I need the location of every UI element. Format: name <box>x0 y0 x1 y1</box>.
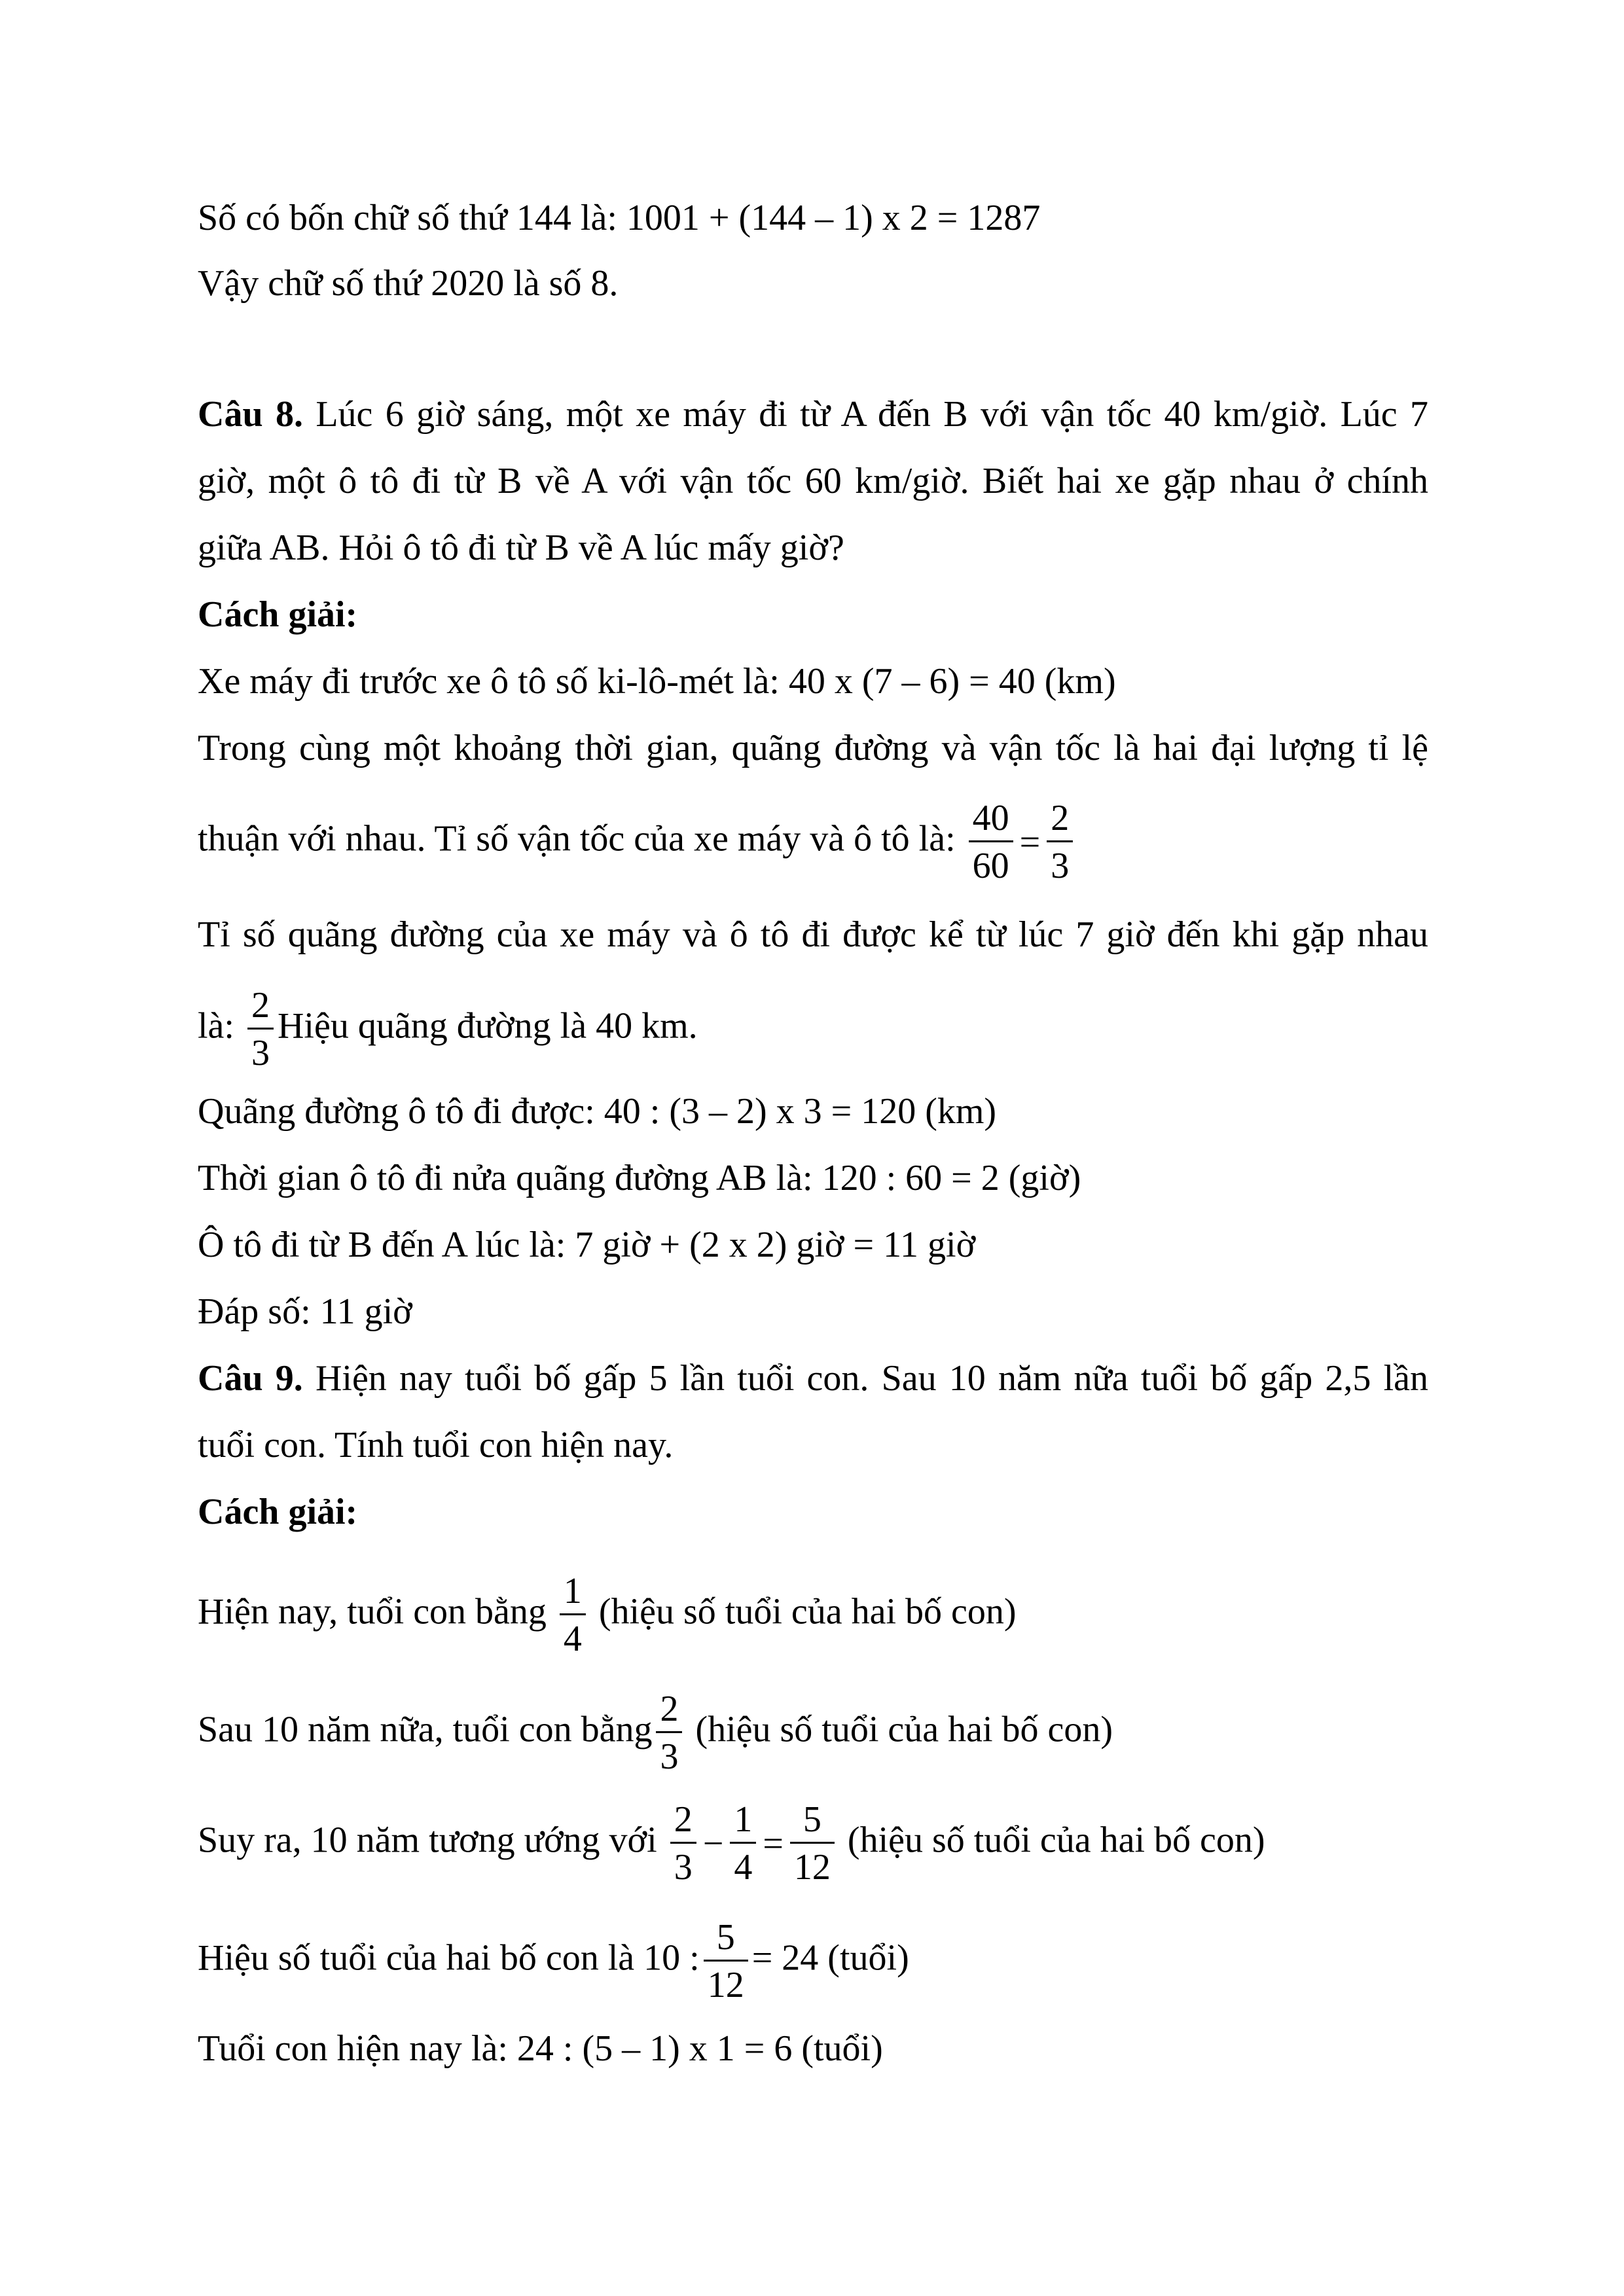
q9-step3-after: (hiệu số tuổi của hai bố con) <box>838 1820 1265 1861</box>
q8-question-text-1: Lúc 6 giờ sáng, một xe máy đi từ A đến B với vận tốc 40 km/giờ. Lúc 7 <box>302 394 1429 435</box>
fraction-denominator: 12 <box>707 1965 744 2005</box>
q7-solution-line-2: Vậy chữ số thứ 2020 là số 8. <box>198 263 619 304</box>
q9-step2-text: Sau 10 năm nữa, tuổi con bằng <box>198 1709 653 1750</box>
q8-solution-step-3 <box>198 800 1077 884</box>
q8-question-line-3: giữa AB. Hỏi ô tô đi từ B về A lúc mấy giờ? <box>198 528 844 568</box>
fraction-numerator: 40 <box>969 800 1013 842</box>
fraction-denominator: 4 <box>563 1619 582 1659</box>
q9-question-text-1: Hiện nay tuổi bố gấp 5 lần tuổi con. Sau 10 năm nữa tuổi bố gấp 2,5 lần <box>302 1358 1428 1399</box>
fraction-numerator: 1 <box>730 1801 756 1844</box>
q9-step1-text: Hiện nay, tuổi con bằng <box>198 1591 556 1632</box>
fraction-numerator: 5 <box>704 1919 748 1962</box>
q9-solution-heading: Cách giải: <box>198 1492 358 1532</box>
q8-step5-after: Hiệu quãng đường là 40 km. <box>277 1005 698 1047</box>
q9-solution-step-3 <box>198 1801 1265 1886</box>
q8-question-line-2: giờ, một ô tô đi từ B về A với vận tốc 60 km/giờ. Biết hai xe gặp nhau ở chính <box>198 461 1428 501</box>
fraction-denominator: 3 <box>660 1736 679 1777</box>
q9-question-line-1 <box>198 1357 1428 1400</box>
q8-solution-step-4: Tỉ số quãng đường của xe máy và ô tô đi được kể từ lúc 7 giờ đến khi gặp nhau <box>198 914 1428 955</box>
fraction-numerator: 2 <box>247 987 274 1030</box>
fraction-2-3 <box>247 987 274 1071</box>
q8-answer: Đáp số: 11 giờ <box>198 1291 412 1332</box>
fraction-denominator: 3 <box>251 1033 270 1073</box>
q8-solution-step-8: Ô tô đi từ B đến A lúc là: 7 giờ + (2 x 2) giờ = 11 giờ <box>198 1225 976 1265</box>
q8-solution-heading: Cách giải: <box>198 594 358 635</box>
q8-label: Câu 8. <box>198 394 303 435</box>
fraction-denominator: 3 <box>1051 846 1070 886</box>
q8-solution-step-2: Trong cùng một khoảng thời gian, quãng đường và vận tốc là hai đại lượng tỉ lệ <box>198 728 1428 768</box>
q9-step4-text: Hiệu số tuổi của hai bố con là 10 : <box>198 1937 700 1979</box>
q9-solution-step-2 <box>198 1691 1113 1775</box>
q8-solution-step-6: Quãng đường ô tô đi được: 40 : (3 – 2) x 3 = 120 (km) <box>198 1091 997 1132</box>
fraction-numerator: 2 <box>656 1691 682 1733</box>
fraction-denominator: 60 <box>972 846 1009 886</box>
q9-solution-step-5: Tuổi con hiện nay là: 24 : (5 – 1) x 1 = 6 (tuổi) <box>198 2028 883 2069</box>
q9-question-line-2: tuổi con. Tính tuổi con hiện nay. <box>198 1425 674 1465</box>
fraction-1-4 <box>730 1801 756 1886</box>
q7-solution-line-1: Số có bốn chữ số thứ 144 là: 1001 + (144 – 1) x 2 = 1287 <box>198 198 1041 238</box>
fraction-denominator: 12 <box>793 1847 831 1888</box>
q8-step3-text: thuận với nhau. Tỉ số vận tốc của xe máy và ô tô là: <box>198 818 965 859</box>
q9-label: Câu 9. <box>198 1358 303 1399</box>
fraction-numerator: 1 <box>560 1573 586 1615</box>
fraction-2-3 <box>656 1691 682 1775</box>
q9-solution-step-4 <box>198 1919 909 2003</box>
q9-step1-after: (hiệu số tuổi của hai bố con) <box>589 1591 1017 1632</box>
q8-solution-step-7: Thời gian ô tô đi nửa quãng đường AB là: 120 : 60 = 2 (giờ) <box>198 1158 1081 1198</box>
q9-step3-text: Suy ra, 10 năm tương ướng với <box>198 1820 666 1861</box>
fraction-5-12 <box>704 1919 748 2003</box>
equals-sign: = <box>1019 821 1041 863</box>
fraction-numerator: 2 <box>670 1801 696 1844</box>
q9-step2-after: (hiệu số tuổi của hai bố con) <box>686 1709 1113 1750</box>
fraction-2-3 <box>1047 800 1073 884</box>
fraction-2-3 <box>670 1801 696 1886</box>
q8-question-line-1 <box>198 393 1428 436</box>
fraction-5-12 <box>790 1801 835 1886</box>
fraction-denominator: 3 <box>674 1847 693 1888</box>
fraction-numerator: 2 <box>1047 800 1073 842</box>
fraction-numerator: 5 <box>790 1801 835 1844</box>
fraction-40-60 <box>969 800 1013 884</box>
fraction-denominator: 4 <box>734 1847 753 1888</box>
q9-step4-after: = 24 (tuổi) <box>751 1937 909 1979</box>
q8-solution-step-5 <box>198 987 698 1071</box>
equals-sign: = <box>763 1823 784 1864</box>
q8-step5-text: là: <box>198 1005 244 1047</box>
q9-solution-step-1 <box>198 1573 1017 1657</box>
fraction-1-4 <box>560 1573 586 1657</box>
minus-sign: − <box>702 1823 724 1864</box>
q8-solution-step-1: Xe máy đi trước xe ô tô số ki-lô-mét là: 40 x (7 – 6) = 40 (km) <box>198 661 1116 702</box>
